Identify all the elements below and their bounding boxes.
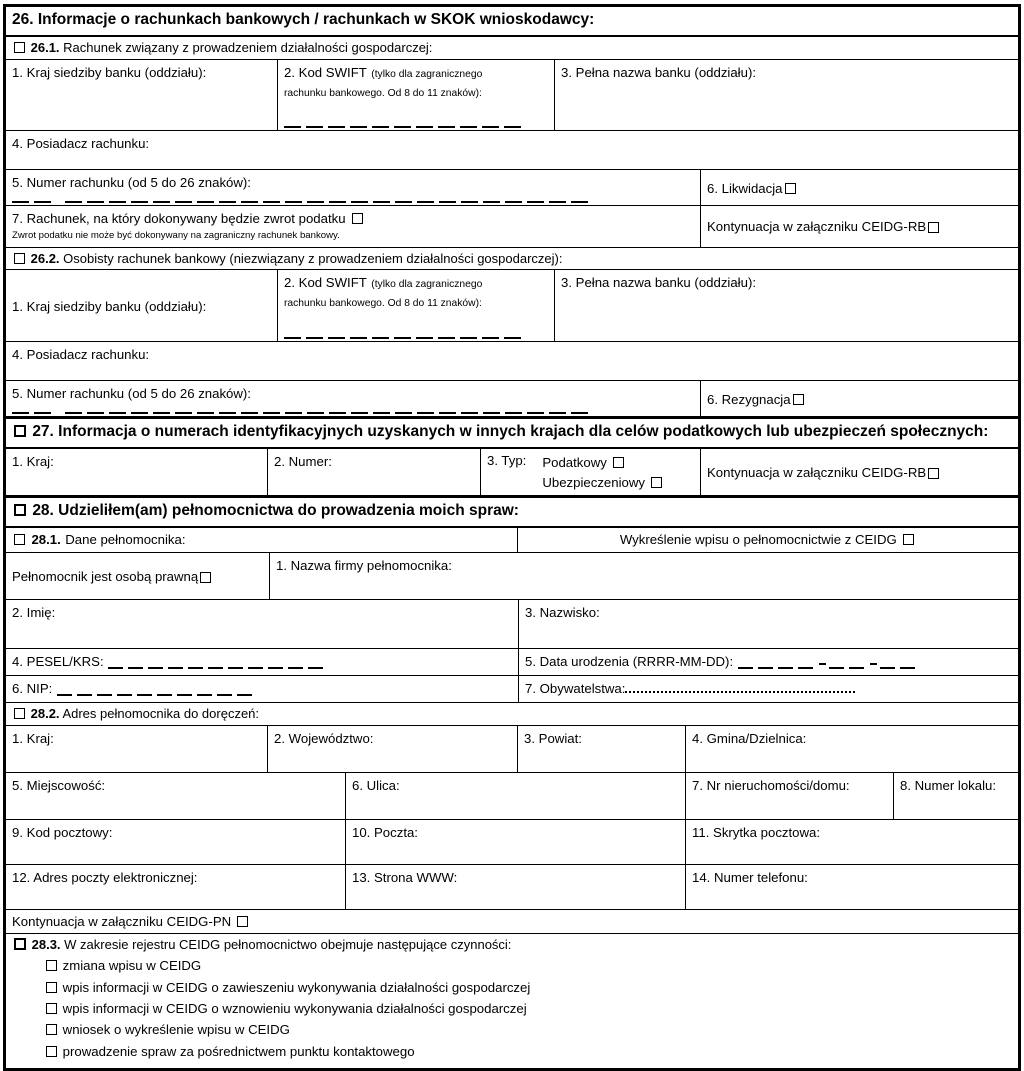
- field-citizenship[interactable]: [519, 676, 1018, 702]
- field-swift-26-2[interactable]: [278, 270, 555, 341]
- address-row-2: [6, 773, 1018, 820]
- subsection-28-1-number: 28.1.: [31, 532, 61, 548]
- label-swift-note-1: (tylko dla zagranicznego: [371, 68, 483, 80]
- field-address-email[interactable]: [6, 865, 346, 909]
- label-citizenship: 7. Obywatelstwa:: [525, 681, 626, 697]
- checkbox-resignation[interactable]: [793, 394, 804, 405]
- checkbox-continuation-rb[interactable]: [928, 222, 939, 233]
- label-legal-person: Pełnomocnik jest osobą prawną: [12, 568, 199, 584]
- field-swift-26-1[interactable]: [278, 60, 555, 131]
- label-tax-refund: 7. Rachunek, na który dokonywany będzie zwrot podatku: [12, 211, 346, 227]
- account-number-input-line-26-2[interactable]: [12, 412, 694, 414]
- field-country-26-1[interactable]: [6, 60, 278, 131]
- field-address-locality[interactable]: [6, 773, 346, 819]
- label-birth-date: 5. Data urodzenia (RRRR-MM-DD):: [525, 654, 734, 670]
- label-scope-0: zmiana wpisu w CEIDG: [62, 958, 202, 974]
- field-address-county[interactable]: [518, 726, 686, 772]
- field-address-commune[interactable]: [686, 726, 1018, 772]
- checkbox-27[interactable]: [14, 425, 26, 437]
- subsection-28-1-label: Dane pełnomocnika:: [65, 532, 186, 548]
- checkbox-scope-2[interactable]: [46, 1003, 57, 1014]
- holder-row-26-2: [6, 342, 1018, 381]
- field-continuation-rb-27[interactable]: [701, 449, 1018, 495]
- label-address-voivodeship: 2. Województwo:: [274, 730, 374, 746]
- label-address-locality: 5. Miejscowość:: [12, 777, 106, 793]
- field-address-po-box[interactable]: [686, 820, 1018, 864]
- checkbox-scope-1[interactable]: [46, 982, 57, 993]
- scope-options-list: [6, 953, 1018, 1068]
- label-delete-entry: Wykreślenie wpisu o pełnomocnictwie z CEIDG: [619, 532, 897, 548]
- option-type-insurance[interactable]: [542, 473, 663, 493]
- checkbox-scope-3[interactable]: [46, 1024, 57, 1035]
- label-address-country: 1. Kraj:: [12, 730, 54, 746]
- nip-citizenship-row: [6, 676, 1018, 703]
- address-row-3: [6, 820, 1018, 865]
- label-country-27: 1. Kraj:: [12, 454, 54, 470]
- section-27-row: [6, 449, 1018, 495]
- field-address-building-no[interactable]: [686, 773, 894, 819]
- field-delete-entry-28[interactable]: [518, 528, 1018, 552]
- field-type-27[interactable]: [481, 449, 701, 495]
- field-country-27[interactable]: [6, 449, 268, 495]
- section-26-title: 26. Informacje o rachunkach bankowych / rachunkach w SKOK wnioskodawcy:: [6, 7, 1018, 37]
- field-address-post-office[interactable]: [346, 820, 686, 864]
- field-holder-26-2[interactable]: [6, 342, 1018, 380]
- subsection-28-1-header-row: [6, 528, 1018, 553]
- checkbox-28-1[interactable]: [14, 534, 25, 545]
- label-scope-3: wniosek o wykreślenie wpisu w CEIDG: [62, 1022, 290, 1038]
- subsection-26-1-header: [6, 37, 1018, 60]
- checkbox-continuation-pn[interactable]: [237, 916, 248, 927]
- note-tax-refund: Zwrot podatku nie może być dokonywany na zagraniczny rachunek bankowy.: [12, 230, 340, 242]
- field-last-name[interactable]: [519, 600, 1018, 648]
- label-holder: 4. Posiadacz rachunku:: [12, 136, 150, 152]
- field-tax-refund-26-1[interactable]: [6, 206, 701, 246]
- subsection-26-2-number: 26.2.: [30, 250, 60, 266]
- field-continuation-pn[interactable]: [6, 910, 1018, 934]
- field-bank-name-26-1[interactable]: [555, 60, 1018, 131]
- field-birth-date[interactable]: [519, 649, 1018, 675]
- label-address-po-box: 11. Skrytka pocztowa:: [692, 824, 821, 840]
- tax-refund-row-26-1: [6, 206, 1018, 247]
- label-swift-note-2-26-2: rachunku bankowego. Od 8 do 11 znaków):: [284, 298, 482, 310]
- label-address-phone: 14. Numer telefonu:: [692, 869, 808, 885]
- scope-option-1[interactable]: [22, 977, 1012, 998]
- label-continuation-rb: Kontynuacja w załączniku CEIDG-RB: [707, 219, 927, 235]
- checkbox-continuation-rb-27[interactable]: [928, 468, 939, 479]
- checkbox-28-3[interactable]: [14, 938, 26, 950]
- label-swift-note-2: rachunku bankowego. Od 8 do 11 znaków):: [284, 87, 482, 99]
- subsection-28-3-number: 28.3.: [31, 936, 61, 952]
- subsection-26-2-header: [6, 248, 1018, 271]
- field-address-street[interactable]: [346, 773, 686, 819]
- field-address-website[interactable]: [346, 865, 686, 909]
- ceidg-form: [3, 4, 1021, 1071]
- field-address-postal-code[interactable]: [6, 820, 346, 864]
- bank-head-row-26-2: [6, 270, 1018, 342]
- field-account-number-26-2[interactable]: [6, 381, 701, 416]
- label-country-26-2: 1. Kraj siedziby banku (oddziału):: [12, 298, 207, 314]
- label-swift-note-1-26-2: (tylko dla zagranicznego: [371, 279, 483, 291]
- label-scope-1: wpis informacji w CEIDG o zawieszeniu wykonywania działalności gospodarczej: [62, 979, 531, 995]
- field-number-27[interactable]: [268, 449, 481, 495]
- birth-date-input-line[interactable]: [738, 667, 920, 669]
- field-address-country[interactable]: [6, 726, 268, 772]
- checkbox-delete-entry[interactable]: [903, 534, 914, 545]
- label-company-name: 1. Nazwa firmy pełnomocnika:: [276, 558, 452, 574]
- subsection-28-3-label: W zakresie rejestru CEIDG pełnomocnictwo obejmuje następujące czynności:: [64, 936, 512, 952]
- label-last-name: 3. Nazwisko:: [525, 605, 600, 621]
- swift-input-line-26-1[interactable]: [284, 104, 548, 128]
- field-company-name[interactable]: [270, 553, 1018, 599]
- checkbox-tax-refund[interactable]: [352, 213, 363, 224]
- label-nip: 6. NIP:: [12, 681, 53, 697]
- holder-row-26-1: [6, 131, 1018, 170]
- label-liquidation: 6. Likwidacja: [707, 180, 783, 196]
- subsection-28-1-header: [6, 528, 518, 552]
- subsection-26-2-label: Osobisty rachunek bankowy (niezwiązany z prowadzeniem działalności gospodarczej):: [63, 250, 563, 266]
- subsection-28-2-number: 28.2.: [30, 706, 60, 722]
- name-row: [6, 600, 1018, 649]
- field-address-phone[interactable]: [686, 865, 1018, 909]
- scope-option-3[interactable]: [22, 1019, 1012, 1040]
- option-type-tax[interactable]: [542, 453, 663, 473]
- subsection-28-2-label: Adres pełnomocnika do doręczeń:: [62, 706, 260, 722]
- field-nip[interactable]: [6, 676, 519, 702]
- checkbox-28[interactable]: [14, 504, 26, 516]
- bank-head-row-26-1: [6, 60, 1018, 132]
- label-type-27: 3. Typ:: [487, 453, 527, 469]
- legal-person-row: [6, 553, 1018, 600]
- label-continuation-pn: Kontynuacja w załączniku CEIDG-PN: [12, 913, 232, 929]
- scope-option-2[interactable]: [22, 998, 1012, 1019]
- label-scope-4: prowadzenie spraw za pośrednictwem punktu kontaktowego: [62, 1043, 415, 1059]
- pesel-krs-input-line[interactable]: [108, 667, 328, 669]
- scope-option-4[interactable]: [22, 1041, 1012, 1062]
- field-bank-name-26-2[interactable]: [555, 270, 1018, 341]
- label-first-name: 2. Imię:: [12, 605, 56, 621]
- account-number-input-line-26-1[interactable]: [12, 201, 694, 203]
- field-address-voivodeship[interactable]: [268, 726, 518, 772]
- field-address-apartment-no[interactable]: [894, 773, 1018, 819]
- checkbox-legal-person[interactable]: [200, 572, 211, 583]
- label-bank-name-26-2: 3. Pełna nazwa banku (oddziału):: [561, 275, 757, 291]
- pesel-birthdate-row: [6, 649, 1018, 676]
- subsection-26-1-number: 26.1.: [30, 39, 60, 55]
- label-type-insurance: Ubezpieczeniowy: [542, 475, 645, 491]
- field-liquidation-26-1[interactable]: [701, 170, 1018, 205]
- field-continuation-rb-26-1[interactable]: [701, 206, 1018, 246]
- field-pesel-krs[interactable]: [6, 649, 519, 675]
- label-type-tax: Podatkowy: [542, 455, 607, 471]
- swift-input-line-26-2[interactable]: [284, 315, 548, 339]
- label-resignation: 6. Rezygnacja: [707, 391, 791, 407]
- field-holder-26-1[interactable]: [6, 131, 1018, 169]
- label-number-27: 2. Numer:: [274, 454, 332, 470]
- label-address-building-no: 7. Nr nieruchomości/domu:: [692, 777, 850, 793]
- checkbox-type-insurance[interactable]: [651, 477, 662, 488]
- field-account-number-26-1[interactable]: [6, 170, 701, 205]
- subsection-28-2-header: [6, 703, 1018, 726]
- account-row-26-2: [6, 381, 1018, 416]
- checkbox-26-2[interactable]: [14, 253, 25, 264]
- label-holder-26-2: 4. Posiadacz rachunku:: [12, 347, 150, 363]
- subsection-26-1-label: Rachunek związany z prowadzeniem działalności gospodarczej:: [63, 39, 433, 55]
- section-28-title-text: 28. Udzieliłem(am) pełnomocnictwa do prowadzenia moich spraw:: [32, 502, 519, 520]
- checkbox-28-2[interactable]: [14, 708, 25, 719]
- account-row-26-1: [6, 170, 1018, 206]
- field-resignation-26-2[interactable]: [701, 381, 1018, 416]
- label-scope-2: wpis informacji w CEIDG o wznowieniu wykonywania działalności gospodarczej: [62, 1001, 527, 1017]
- label-country: 1. Kraj siedziby banku (oddziału):: [12, 64, 207, 80]
- label-account-number: 5. Numer rachunku (od 5 do 26 znaków):: [12, 175, 251, 191]
- section-27-title-text: 27. Informacja o numerach identyfikacyjnych uzyskanych w innych krajach dla celów podatkowych lub ubezpieczeń społecznych:: [32, 423, 989, 441]
- label-swift: 2. Kod SWIFT: [284, 64, 367, 80]
- checkbox-type-tax[interactable]: [613, 457, 624, 468]
- checkbox-scope-4[interactable]: [46, 1046, 57, 1057]
- label-address-post-office: 10. Poczta:: [352, 824, 418, 840]
- field-legal-person[interactable]: [6, 553, 270, 599]
- field-first-name[interactable]: [6, 600, 519, 648]
- label-pesel-krs: 4. PESEL/KRS:: [12, 654, 104, 670]
- checkbox-26-1[interactable]: [14, 42, 25, 53]
- label-address-website: 13. Strona WWW:: [352, 869, 458, 885]
- nip-input-line[interactable]: [57, 694, 257, 696]
- section-28-title: [6, 495, 1018, 528]
- label-address-county: 3. Powiat:: [524, 730, 582, 746]
- label-address-commune: 4. Gmina/Dzielnica:: [692, 730, 807, 746]
- label-address-postal-code: 9. Kod pocztowy:: [12, 824, 113, 840]
- label-continuation-rb-27: Kontynuacja w załączniku CEIDG-RB: [707, 465, 927, 480]
- section-27-title: [6, 416, 1018, 449]
- address-row-1: [6, 726, 1018, 773]
- label-account-number-26-2: 5. Numer rachunku (od 5 do 26 znaków):: [12, 386, 251, 402]
- citizenship-input-line[interactable]: [625, 680, 855, 693]
- checkbox-liquidation[interactable]: [785, 183, 796, 194]
- scope-option-0[interactable]: [22, 955, 1012, 976]
- address-row-4: [6, 865, 1018, 910]
- label-address-street: 6. Ulica:: [352, 777, 400, 793]
- label-bank-name: 3. Pełna nazwa banku (oddziału):: [561, 64, 757, 80]
- label-address-apartment-no: 8. Numer lokalu:: [900, 777, 997, 793]
- subsection-28-3-header: [6, 934, 1018, 954]
- field-country-26-2[interactable]: [6, 270, 278, 341]
- checkbox-scope-0[interactable]: [46, 960, 57, 971]
- label-address-email: 12. Adres poczty elektronicznej:: [12, 869, 198, 885]
- label-swift-26-2: 2. Kod SWIFT: [284, 275, 367, 291]
